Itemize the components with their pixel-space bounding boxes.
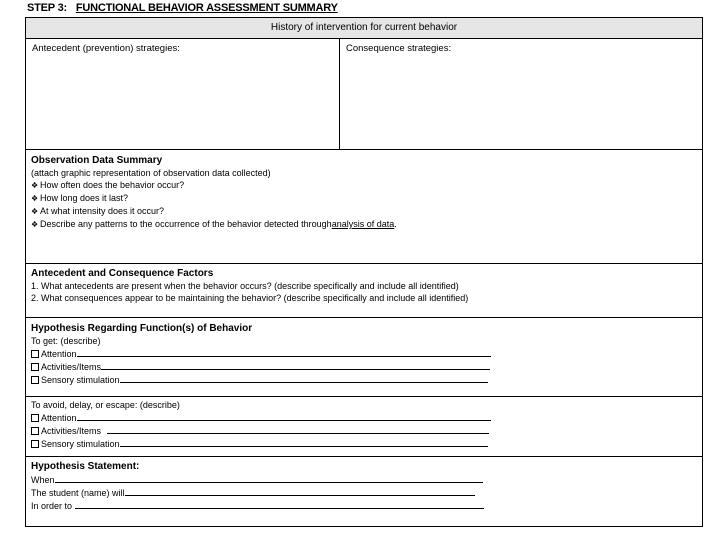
- diamond-bullet-icon: ❖: [31, 181, 39, 190]
- checkbox-icon[interactable]: [31, 427, 39, 435]
- in-order-to-blank[interactable]: [75, 499, 484, 509]
- list-item: ❖ How often does the behavior occur?: [31, 180, 185, 190]
- statement-when-line[interactable]: When: [31, 473, 697, 486]
- diamond-bullet-icon: ❖: [31, 194, 39, 203]
- list-item: ❖ At what intensity does it occur?: [31, 206, 165, 216]
- get-sensory-option[interactable]: Sensory stimulation: [31, 373, 697, 386]
- observation-title: Observation Data Summary: [31, 155, 163, 166]
- get-sensory-blank[interactable]: [120, 373, 488, 383]
- antecedent-strategies-label: Antecedent (prevention) strategies:: [32, 43, 180, 54]
- factors-title: Antecedent and Consequence Factors: [31, 268, 214, 279]
- avoid-sensory-option[interactable]: Sensory stimulation: [31, 437, 697, 450]
- factors-section: [26, 264, 702, 318]
- to-get-label: To get: (describe): [31, 336, 101, 346]
- get-activities-blank[interactable]: [101, 360, 490, 370]
- hypothesis-function-section: [26, 318, 702, 397]
- list-item: 1. What antecedents are present when the behavior occurs? (describe specifically and include all identified): [31, 281, 459, 291]
- statement-in-order-line[interactable]: In order to: [31, 499, 697, 512]
- when-blank[interactable]: [55, 473, 483, 483]
- diamond-bullet-icon: ❖: [31, 220, 39, 229]
- avoid-attention-blank[interactable]: [77, 411, 491, 421]
- avoid-label: To avoid, delay, or escape: (describe): [31, 400, 180, 410]
- get-attention-option[interactable]: Attention: [31, 347, 697, 360]
- list-item: ❖ Describe any patterns to the occurrence of the behavior detected throughanalysis of data.: [31, 219, 397, 229]
- avoid-section: [26, 397, 702, 457]
- checkbox-icon[interactable]: [31, 350, 39, 358]
- hypothesis-statement-section: [26, 457, 702, 526]
- consequence-strategies-field[interactable]: [340, 39, 702, 149]
- checkbox-icon[interactable]: [31, 363, 39, 371]
- observation-data-section: [26, 150, 702, 264]
- avoid-activities-blank[interactable]: [107, 424, 489, 434]
- strategies-row: [26, 39, 702, 150]
- avoid-sensory-blank[interactable]: [120, 437, 488, 447]
- avoid-attention-option[interactable]: Attention: [31, 411, 697, 424]
- checkbox-icon[interactable]: [31, 414, 39, 422]
- diamond-bullet-icon: ❖: [31, 207, 39, 216]
- form-heading: FUNCTIONAL BEHAVIOR ASSESSMENT SUMMARY: [75, 2, 338, 14]
- history-header: History of intervention for current behavior: [26, 18, 702, 39]
- form-step-title: [27, 2, 338, 14]
- hypothesis-function-title: Hypothesis Regarding Function(s) of Behavior: [31, 323, 253, 334]
- list-item: 2. What consequences appear to be maintaining the behavior? (describe specifically and include all identified): [31, 293, 469, 303]
- statement-will-line[interactable]: The student (name) will: [31, 486, 697, 499]
- avoid-activities-option[interactable]: Activities/Items: [31, 424, 697, 437]
- analysis-of-data-link[interactable]: analysis of data: [331, 219, 395, 229]
- step-label: STEP 3:: [27, 2, 67, 14]
- checkbox-icon[interactable]: [31, 440, 39, 448]
- get-attention-blank[interactable]: [77, 347, 491, 357]
- consequence-strategies-label: Consequence strategies:: [346, 43, 452, 54]
- checkbox-icon[interactable]: [31, 376, 39, 384]
- hypothesis-statement-title: Hypothesis Statement:: [31, 461, 140, 472]
- fba-summary-form: [25, 17, 703, 527]
- observation-note: (attach graphic representation of observation data collected): [31, 168, 271, 178]
- get-activities-option[interactable]: Activities/Items: [31, 360, 697, 373]
- antecedent-strategies-field[interactable]: [26, 39, 340, 149]
- list-item: ❖ How long does it last?: [31, 193, 129, 203]
- student-will-blank[interactable]: [125, 486, 475, 496]
